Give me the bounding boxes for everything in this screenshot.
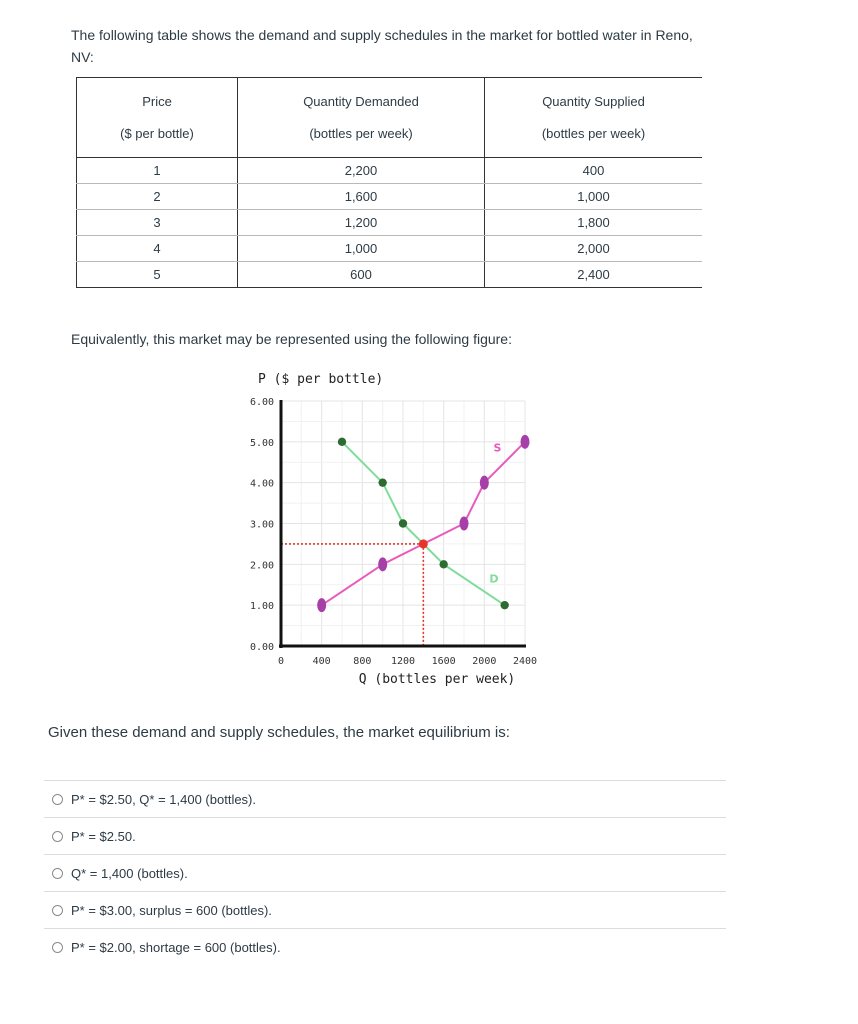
cell-price: 2 [77, 184, 238, 210]
x-tick-label: 400 [312, 656, 331, 667]
radio-button[interactable] [52, 905, 63, 916]
radio-button[interactable] [52, 794, 63, 805]
x-tick-label: 0 [277, 656, 285, 667]
cell-qd: 1,000 [238, 236, 485, 262]
cell-qd: 1,600 [238, 184, 485, 210]
radio-button[interactable] [52, 831, 63, 842]
x-tick-label: 1200 [390, 656, 416, 667]
cell-qd: 2,200 [238, 158, 485, 184]
supply-label: S [493, 441, 502, 455]
x-tick-label: 2000 [472, 656, 497, 667]
supply-point [317, 598, 326, 612]
y-tick-label: 1.00 [250, 601, 275, 613]
demand-point [378, 478, 386, 486]
demand-label: D [489, 572, 499, 586]
answer-option-5[interactable] [44, 928, 726, 965]
supply-point [480, 476, 489, 490]
table-row [77, 184, 703, 210]
cell-qs: 2,400 [485, 262, 703, 288]
header-quantity-supplied [485, 78, 703, 158]
cell-qs: 1,000 [485, 184, 703, 210]
cell-price: 1 [77, 158, 238, 184]
x-tick-label: 1600 [431, 656, 456, 667]
answer-option-2[interactable] [44, 817, 726, 854]
answer-label: P* = $2.50, Q* = 1,400 (bottles). [71, 791, 257, 807]
cell-qs: 1,800 [485, 210, 703, 236]
header-qs-line1: Quantity Supplied [542, 93, 645, 109]
x-tick-label: 2400 [512, 656, 538, 667]
header-price-line1: Price [142, 93, 172, 109]
cell-price: 3 [77, 210, 238, 236]
header-price [77, 78, 238, 158]
supply-point [521, 435, 530, 449]
table-header-row [77, 78, 703, 158]
schedule-table [76, 77, 702, 288]
table-row [77, 210, 703, 236]
y-axis-title: P ($ per bottle) [258, 372, 384, 387]
cell-qd: 600 [238, 262, 485, 288]
answer-label: P* = $2.50. [71, 828, 136, 844]
equilibrium-point [419, 539, 428, 548]
y-tick-label: 2.00 [250, 560, 275, 572]
answer-option-4[interactable] [44, 891, 726, 928]
header-qd-line1: Quantity Demanded [303, 93, 419, 109]
x-axis-title: Q (bottles per week) [358, 672, 516, 687]
answer-label: P* = $3.00, surplus = 600 (bottles). [71, 902, 272, 918]
supply-point [460, 517, 469, 531]
table-row [77, 262, 703, 288]
y-tick-label: 5.00 [250, 437, 275, 449]
equivalence-text: Equivalently, this market may be represented using the following figure: [71, 331, 512, 347]
answer-label: Q* = 1,400 (bottles). [71, 865, 188, 881]
radio-button[interactable] [52, 942, 63, 953]
header-quantity-demanded [238, 78, 485, 158]
supply-point [378, 557, 387, 571]
radio-button[interactable] [52, 868, 63, 879]
cell-qd: 1,200 [238, 210, 485, 236]
header-qd-line2: (bottles per week) [309, 125, 413, 141]
cell-qs: 400 [485, 158, 703, 184]
y-tick-label: 6.00 [250, 397, 275, 408]
question-text: Given these demand and supply schedules, the market equilibrium is: [48, 724, 510, 741]
intro-text: The following table shows the demand and supply schedules in the market for bottled water in Reno, NV: [71, 27, 693, 65]
cell-qs: 2,000 [485, 236, 703, 262]
header-price-line2: ($ per bottle) [120, 125, 194, 141]
demand-point [439, 560, 447, 568]
y-tick-label: 0.00 [250, 642, 275, 653]
cell-price: 5 [77, 262, 238, 288]
equilibrium-guides [281, 544, 423, 646]
answer-option-1[interactable] [44, 780, 726, 817]
answer-option-3[interactable] [44, 854, 726, 891]
demand-point [500, 601, 508, 609]
table-row [77, 236, 703, 262]
table-row [77, 158, 703, 184]
x-tick-label: 800 [353, 656, 372, 667]
header-qs-line2: (bottles per week) [541, 125, 646, 141]
chart-labels [250, 372, 537, 687]
cell-price: 4 [77, 236, 238, 262]
y-tick-label: 3.00 [250, 519, 275, 531]
supply-demand-chart [0, 360, 600, 700]
demand-point [399, 519, 407, 527]
demand-point [338, 438, 346, 446]
y-tick-label: 4.00 [250, 478, 275, 490]
answer-options [44, 780, 726, 965]
answer-label: P* = $2.00, shortage = 600 (bottles). [71, 939, 281, 955]
